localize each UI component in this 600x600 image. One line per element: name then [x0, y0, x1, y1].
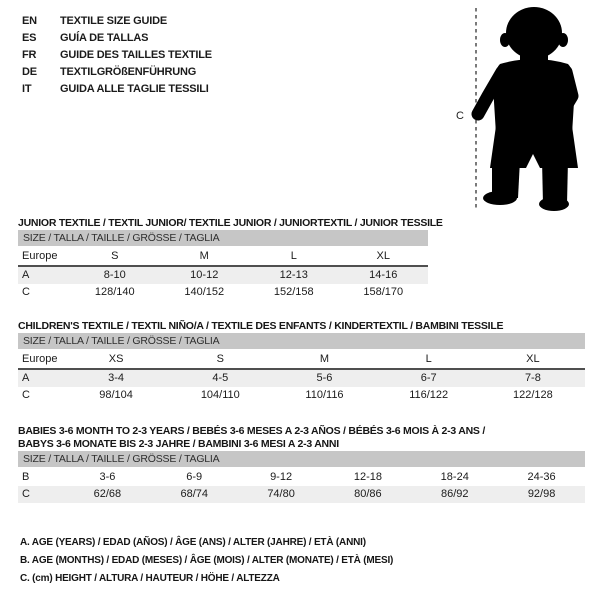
column-header: M	[199, 250, 209, 262]
size-cell: 116/122	[409, 389, 449, 401]
baby-figure	[450, 2, 598, 214]
size-cell: 140/152	[184, 286, 225, 298]
row-label: A	[22, 372, 30, 384]
size-cell: 4-5	[212, 372, 229, 384]
size-cell: 62/68	[93, 488, 122, 500]
footnote-line: C. (cm) HEIGHT / ALTURA / HAUTEUR / HÖHE / ALTEZZA	[20, 573, 280, 584]
language-row	[22, 81, 212, 98]
column-header: XL	[526, 353, 540, 365]
column-header-row	[18, 248, 428, 267]
size-cell: 152/158	[273, 286, 314, 298]
size-cell: 3-4	[108, 372, 125, 384]
size-cell: 8-10	[103, 269, 126, 281]
column-header: S	[216, 353, 224, 365]
size-cell: 10-12	[190, 269, 219, 281]
column-header: S	[111, 250, 119, 262]
size-header-bar: SIZE / TALLA / TAILLE / GRÖSSE / TAGLIA	[18, 230, 428, 246]
size-cell: 158/170	[363, 286, 404, 298]
language-label: GUIDE DES TAILLES TEXTILE	[60, 49, 212, 61]
size-cell: 3-6	[99, 471, 116, 483]
region-label: Europe	[22, 250, 58, 262]
size-cell: 24-36	[527, 471, 556, 483]
language-label: GUÍA DE TALLAS	[60, 32, 149, 44]
size-header-bar: SIZE / TALLA / TAILLE / GRÖSSE / TAGLIA	[18, 333, 585, 349]
language-code: DE	[22, 66, 37, 78]
footnote-line: B. AGE (MONTHS) / EDAD (MESES) / ÂGE (MOIS) / ALTER (MONATE) / ETÀ (MESI)	[20, 555, 394, 566]
footnotes	[20, 534, 393, 588]
language-row	[22, 13, 212, 30]
row-label: A	[22, 269, 30, 281]
size-cell: 6-9	[186, 471, 203, 483]
language-row	[22, 64, 212, 81]
height-label: C	[456, 110, 464, 122]
size-cell: 6-7	[420, 372, 437, 384]
size-cell: 7-8	[524, 372, 541, 384]
size-cell: 18-24	[440, 471, 469, 483]
table-row	[18, 469, 585, 486]
children-textile-table	[18, 320, 585, 404]
footnote-line: A. AGE (YEARS) / EDAD (AÑOS) / ÂGE (ANS) / ALTER (JAHRE) / ETÀ (ANNI)	[20, 537, 366, 548]
table-row	[18, 486, 585, 503]
column-header-row	[18, 351, 585, 370]
language-label: TEXTILGRÖßENFÜHRUNG	[60, 66, 197, 78]
junior-textile-table	[18, 217, 443, 301]
size-cell: 14-16	[369, 269, 398, 281]
column-header: XS	[108, 353, 124, 365]
language-code: IT	[22, 83, 32, 95]
size-cell: 5-6	[316, 372, 333, 384]
row-label: C	[22, 389, 30, 401]
row-label: C	[22, 286, 30, 298]
size-cell: 98/104	[99, 389, 133, 401]
language-row	[22, 47, 212, 64]
size-cell: 80/86	[354, 488, 382, 500]
table-row	[18, 284, 428, 301]
language-code: EN	[22, 15, 37, 27]
size-cell: 128/140	[94, 286, 135, 298]
babies-textile-table	[18, 425, 585, 503]
baby-silhouette-icon	[478, 7, 578, 211]
size-cell: 9-12	[270, 471, 293, 483]
size-cell: 122/128	[513, 389, 553, 401]
table-title: JUNIOR TEXTILE / TEXTIL JUNIOR/ TEXTILE JUNIOR / JUNIORTEXTIL / JUNIOR TESSILE	[18, 217, 443, 229]
size-cell: 12-18	[353, 471, 382, 483]
row-label: C	[22, 488, 30, 500]
table-row	[18, 387, 585, 404]
region-label: Europe	[22, 353, 58, 365]
column-header: L	[425, 353, 432, 365]
size-cell: 12-13	[279, 269, 308, 281]
table-row	[18, 370, 585, 387]
column-header: L	[290, 250, 297, 262]
size-cell: 92/98	[527, 488, 556, 500]
size-cell: 68/74	[180, 488, 208, 500]
table-title: CHILDREN'S TEXTILE / TEXTIL NIÑO/A / TEXTILE DES ENFANTS / KINDERTEXTIL / BAMBINI TESSILE	[18, 320, 504, 332]
language-code: ES	[22, 32, 37, 44]
size-header-bar: SIZE / TALLA / TAILLE / GRÖSSE / TAGLIA	[18, 451, 585, 467]
column-header: XL	[376, 250, 390, 262]
size-cell: 110/116	[305, 389, 344, 401]
size-cell: 104/110	[200, 389, 240, 401]
size-cell: 86/92	[440, 488, 469, 500]
language-code: FR	[22, 49, 37, 61]
language-label: TEXTILE SIZE GUIDE	[60, 15, 168, 27]
table-title: BABYS 3-6 MONATE BIS 2-3 JAHRE / BAMBINI 3-6 MESI A 2-3 ANNI	[18, 438, 339, 450]
row-label: B	[22, 471, 30, 483]
column-header: M	[319, 353, 330, 365]
language-row	[22, 30, 212, 47]
table-title: BABIES 3-6 MONTH TO 2-3 YEARS / BEBÉS 3-6 MESES A 2-3 AÑOS / BÉBÉS 3-6 MOIS À 2-3 ANS /	[18, 425, 486, 437]
size-cell: 74/80	[267, 488, 295, 500]
table-row	[18, 267, 428, 284]
language-label: GUIDA ALLE TAGLIE TESSILI	[60, 83, 209, 95]
language-list	[22, 13, 212, 98]
